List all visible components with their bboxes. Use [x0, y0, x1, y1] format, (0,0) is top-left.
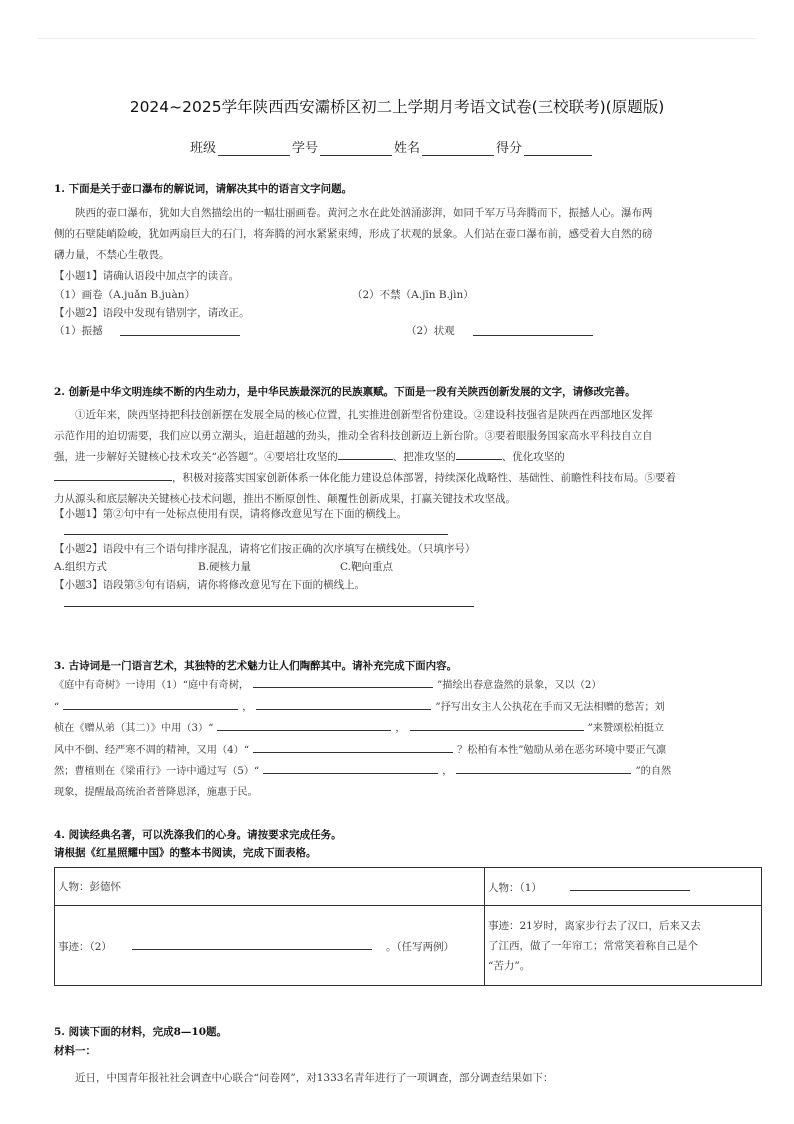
blank-5b[interactable] [456, 761, 631, 774]
cell-note: 。（任写两例） [385, 941, 455, 953]
page-title: 2024~2025学年陕西西安灞桥区初二上学期月考语文试卷(三校联考)(原题版) [129, 98, 665, 116]
question-4-subheading: 请根据《红星照耀中国》的整本书阅读，完成下面表格。 [54, 847, 317, 859]
text: ”来赞颂松柏挺立 [587, 723, 665, 734]
q1-sub2-item-2: （2）状观 [406, 325, 455, 337]
q1-sub1-option-1: （1）画卷（A.juǎn B.juàn） [54, 289, 196, 301]
student-id-field[interactable] [320, 142, 392, 156]
reading-table [54, 867, 762, 986]
blank[interactable] [54, 468, 172, 481]
q2-option-a: A.组织方式 [54, 561, 107, 573]
passage-line [54, 468, 766, 489]
cell-line: “苦力”。 [488, 959, 531, 972]
table-row [55, 868, 762, 906]
student-id-label: 学号 [292, 141, 319, 156]
blank-2a[interactable] [63, 697, 238, 710]
passage-line [54, 447, 766, 468]
student-info-row [190, 137, 594, 156]
text: ， [395, 723, 406, 734]
cell-line: 事迹：21岁时，离家步行去了汉口，后来又去 [488, 919, 701, 932]
question-3-heading: 3. 古诗词是一门语言艺术，其独特的艺术魅力让人们陶醉其中。请补充完成下面内容。 [54, 660, 458, 672]
passage-line: 礴力量，不禁心生敬畏。 [54, 249, 170, 261]
material-label: 材料一： [54, 1045, 96, 1057]
class-field[interactable] [218, 142, 290, 156]
table-cell-deeds-1 [55, 906, 485, 986]
score-field[interactable] [524, 142, 592, 156]
text: ”的自然 [635, 766, 672, 777]
name-label: 姓名 [394, 141, 421, 156]
cell-line: 了江西，做了一年帘工；常常笑着称自己是个 [488, 939, 698, 952]
text: 桢在《赠从弟（其二）》中用（3）“ [54, 723, 214, 734]
name-field[interactable] [422, 142, 494, 156]
q2-sub2-prompt: 【小题2】语段中有三个语句排序混乱，请将它们按正确的次序填写在横线处。（只填序号） [54, 543, 476, 555]
deeds-answer-blank[interactable] [132, 937, 372, 950]
class-label: 班级 [190, 141, 217, 156]
question-2-heading: 2. 创新是中华文明连续不断的内生动力，是中华民族最深沉的民族禀赋。下面是一段有关陕西创新发展的文字，请修改完善。 [54, 386, 636, 398]
q2-option-b: B.硬核力量 [198, 561, 252, 573]
q1-sub1-prompt: 【小题1】请确认语段中加点字的读音。 [54, 270, 240, 282]
q1-answer-line-2[interactable] [473, 335, 593, 336]
blank[interactable] [456, 447, 502, 460]
header-divider [38, 38, 756, 39]
text: ”描绘出春意盎然的景象，又以（2） [437, 680, 602, 691]
q2-sub3-prompt: 【小题3】语段第⑤句有语病，请你将修改意见写在下面的横线上。 [54, 579, 366, 591]
text: ， [242, 701, 253, 713]
table-cell-character-2 [485, 868, 762, 906]
question-5-heading: 5. 阅读下面的材料，完成8—10题。 [54, 1026, 228, 1038]
text: 然；曹植则在《梁甫行》一诗中通过写（5）“ [54, 766, 260, 777]
passage-line: 力从源头和底层解决关键核心技术问题，推出不断原创性、颠覆性创新成果，打赢关键技术攻坚战。 [54, 493, 516, 505]
blank-2b[interactable] [256, 697, 431, 710]
poem-fill-line [54, 740, 766, 762]
question-3-passage [54, 675, 766, 803]
passage-segment: 、优化攻坚的 [501, 451, 565, 463]
poem-fill-line [54, 675, 766, 697]
q1-answer-line-1[interactable] [120, 335, 240, 336]
poem-fill-line [54, 761, 766, 783]
passage-segment: 、把准攻坚的 [392, 451, 456, 463]
text: “ [54, 701, 60, 713]
passage-segment: 强，进一步解好关键核心技术攻关“必答题”。④要培壮攻坚的 [54, 451, 338, 463]
passage-line: 侧的石壁陡峭险峻，犹如两扇巨大的石门，将奔腾的河水紧紧束缚，形成了状观的景象。人们站在壶口瀑布前，感受着大自然的磅 [54, 228, 653, 240]
question-4-heading: 4. 阅读经典名著，可以洗涤我们的心身。请按要求完成任务。 [54, 829, 342, 841]
poem-fill-line [54, 718, 766, 740]
table-cell-character-1: 人物：彭德怀 [55, 868, 485, 906]
blank-4[interactable] [253, 740, 453, 753]
question-1-passage [54, 203, 766, 266]
poem-fill-line [54, 697, 766, 719]
blank-5a[interactable] [263, 761, 438, 774]
text: ”抒写出女主人公执花在手而又无法相赠的愁苦；刘 [435, 701, 665, 713]
material-text: 近日，中国青年报社社会调查中心联合“问卷网”，对1333名青年进行了一项调查，部分调查结果如下： [75, 1072, 554, 1084]
q2-sub3-answer-line[interactable] [64, 606, 474, 607]
character-answer-blank[interactable] [570, 878, 690, 891]
q1-sub2-item-1: （1）振撼 [54, 325, 103, 337]
question-2-passage [54, 405, 766, 510]
blank-3b[interactable] [410, 718, 584, 731]
cell-label: 事迹：（2） [58, 941, 112, 953]
q2-sub1-prompt: 【小题1】第②句中有一处标点使用有误，请将修改意见写在下面的横线上。 [54, 508, 408, 520]
blank-1[interactable] [253, 675, 433, 688]
table-cell-deeds-2 [485, 906, 762, 986]
q1-sub1-option-2: （2）不禁（A.jīn B.jìn） [352, 289, 474, 301]
poem-fill-line: 现象，提醒最高统治者普降恩泽，施惠于民。 [54, 786, 258, 798]
passage-segment: ，积极对接落实国家创新体系一体化能力建设总体部署，持续深化战略性、基础性、前瞻性科技布局。⑤要着 [172, 472, 676, 484]
passage-line: ①近年来，陕西坚持把科技创新摆在发展全局的核心位置，扎实推进创新型省份建设。②建设科技强省是陕西在西部地区发挥 [75, 409, 653, 421]
text: 风中不倒、经严寒不凋的精神，又用（4）“ [54, 744, 250, 756]
text: ？松柏有本性”勉励从弟在恶劣环境中要正气凛 [457, 744, 667, 756]
q2-sub1-answer-line[interactable] [64, 534, 448, 535]
blank[interactable] [338, 447, 393, 460]
text: 《庭中有奇树》一诗用（1）“庭中有奇树， [54, 680, 250, 691]
blank-3a[interactable] [217, 718, 391, 731]
q1-sub2-prompt: 【小题2】语段中发现有错别字，请改正。 [54, 307, 250, 319]
passage-line: 陕西的壶口瀑布，犹如大自然描绘出的一幅壮丽画卷。黄河之水在此处汹涌澎湃，如同千军万马奔腾而下，振撼人心。瀑布两 [75, 207, 653, 219]
q2-option-c: C.靶向重点 [340, 561, 393, 573]
passage-line: 示范作用的迫切需要，我们应以勇立潮头，追赶超越的劲头，推动全省科技创新迈上新台阶。③要着眼服务国家高水平科技自立自 [54, 430, 653, 442]
score-label: 得分 [496, 141, 523, 156]
cell-label: 人物：（1） [488, 882, 542, 894]
table-row [55, 906, 762, 986]
text: ， [442, 766, 453, 777]
question-1-heading: 1. 下面是关于壶口瀑布的解说词，请解决其中的语言文字问题。 [54, 183, 353, 195]
